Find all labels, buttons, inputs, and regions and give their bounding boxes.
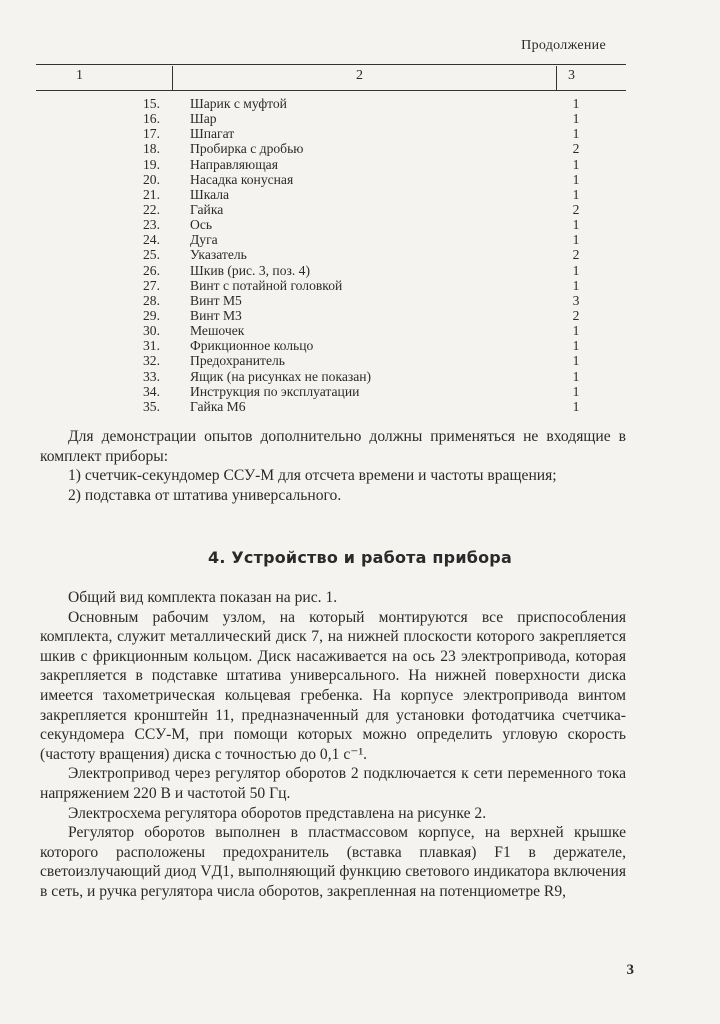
row-name: Шпагат bbox=[190, 126, 235, 142]
row-number: 15. bbox=[143, 96, 160, 111]
row-number: 27. bbox=[143, 277, 160, 293]
body-paragraph: Электропривод через регулятор оборотов 2 подключается к сети переменного тока напряжением 220 В и частотой 50 Гц. bbox=[40, 765, 626, 802]
table-row bbox=[36, 141, 626, 156]
row-name: Насадка конусная bbox=[190, 171, 294, 187]
row-quantity: 1 bbox=[572, 368, 580, 384]
table-row bbox=[36, 369, 626, 384]
row-number: 31. bbox=[143, 338, 160, 354]
row-number: 23. bbox=[143, 217, 160, 233]
additional-devices-intro: Для демонстрации опытов дополнительно должны применяться не входящие в комплект приборы: bbox=[40, 428, 626, 465]
body-paragraph: Основным рабочим узлом, на который монтируются все приспособления комплекта, служит металлический диск 7, на нижней плоскости которого закрепляется шкив с фрикционным кольцом. Диск насаживается на ось 23 электропривода, которая закрепляется в подставке штатива универсального. На нижней поверхности диска имеется тахометрическая кольцевая гребенка. На корпусе электропривода винтом закрепляется кронштейн 11, предназначенный для установки фотодатчика счетчика-секундомера ССУ-М, при помощи которых можно определить угловую скорость (частоту вращения) диска с точностью до 0,1 с⁻¹. bbox=[40, 608, 626, 763]
additional-device-item: 2) подставка от штатива универсального. bbox=[68, 486, 342, 504]
row-number: 18. bbox=[143, 141, 160, 157]
row-quantity: 1 bbox=[572, 398, 580, 414]
section-body bbox=[40, 588, 626, 902]
table-row bbox=[36, 278, 626, 293]
row-quantity: 1 bbox=[572, 171, 580, 187]
row-number: 35. bbox=[143, 398, 160, 414]
row-number: 24. bbox=[143, 232, 160, 248]
row-quantity: 1 bbox=[572, 383, 580, 399]
row-name: Гайка bbox=[190, 201, 224, 217]
row-number: 34. bbox=[143, 383, 160, 399]
column-header-1: 1 bbox=[76, 68, 83, 83]
table-row bbox=[36, 172, 626, 187]
table-row bbox=[36, 126, 626, 141]
row-number: 17. bbox=[143, 126, 160, 142]
row-quantity: 2 bbox=[572, 141, 580, 157]
row-name: Шкив (рис. 3, поз. 4) bbox=[190, 262, 310, 278]
row-number: 30. bbox=[143, 323, 160, 339]
row-name: Направляющая bbox=[190, 156, 278, 172]
row-quantity: 1 bbox=[572, 232, 580, 248]
row-number: 28. bbox=[143, 292, 160, 308]
table-row bbox=[36, 384, 626, 399]
table-row bbox=[36, 157, 626, 172]
row-quantity: 1 bbox=[572, 186, 580, 202]
row-number: 32. bbox=[143, 353, 160, 369]
column-divider bbox=[556, 66, 557, 90]
table-row bbox=[36, 308, 626, 323]
row-number: 25. bbox=[143, 247, 160, 263]
row-quantity: 1 bbox=[572, 262, 580, 278]
additional-devices-block bbox=[40, 427, 626, 505]
table-row bbox=[36, 247, 626, 262]
row-number: 22. bbox=[143, 201, 160, 217]
row-quantity: 2 bbox=[572, 201, 580, 217]
row-number: 29. bbox=[143, 307, 160, 323]
table-row bbox=[36, 232, 626, 247]
row-quantity: 1 bbox=[572, 338, 580, 354]
page-number: 3 bbox=[626, 962, 634, 978]
table-row bbox=[36, 323, 626, 338]
row-quantity: 2 bbox=[572, 247, 580, 263]
table-row bbox=[36, 217, 626, 232]
row-name: Винт с потайной головкой bbox=[190, 277, 343, 293]
row-number: 20. bbox=[143, 171, 160, 187]
table-row bbox=[36, 263, 626, 278]
row-quantity: 2 bbox=[572, 307, 580, 323]
table-row bbox=[36, 202, 626, 217]
body-paragraph: Регулятор оборотов выполнен в пластмассовом корпусе, на верхней крышке которого расположены предохранитель (вставка плавкая) F1 в держателе, светоизлучающий диод VД1, выполняющий функцию светового индикатора включения в сеть, и ручка регулятора числа оборотов, закрепленная на потенциометре R9, bbox=[40, 824, 626, 900]
row-name: Фрикционное кольцо bbox=[190, 338, 314, 354]
row-name: Инструкция по эксплуатации bbox=[190, 383, 360, 399]
row-name: Гайка М6 bbox=[190, 398, 246, 414]
row-name: Ящик (на рисунках не показан) bbox=[190, 368, 372, 384]
row-name: Шар bbox=[190, 111, 217, 127]
column-header-2: 2 bbox=[356, 68, 363, 83]
row-quantity: 1 bbox=[572, 323, 580, 339]
table-row bbox=[36, 96, 626, 111]
section-heading: 4. Устройство и работа прибора bbox=[208, 548, 512, 567]
table-row bbox=[36, 111, 626, 126]
row-name: Предохранитель bbox=[190, 353, 285, 369]
parts-table bbox=[36, 96, 626, 414]
table-top-rule bbox=[36, 64, 626, 65]
row-name: Мешочек bbox=[190, 323, 245, 339]
row-quantity: 1 bbox=[572, 277, 580, 293]
table-row bbox=[36, 399, 626, 414]
row-name: Винт М5 bbox=[190, 292, 242, 308]
additional-device-item: 1) счетчик-секундомер ССУ-М для отсчета времени и частоты вращения; bbox=[68, 467, 557, 485]
row-name: Дуга bbox=[190, 232, 218, 248]
row-name: Шарик с муфтой bbox=[190, 96, 287, 111]
row-quantity: 1 bbox=[572, 217, 580, 233]
row-name: Указатель bbox=[190, 247, 247, 263]
row-quantity: 1 bbox=[572, 111, 580, 127]
row-quantity: 1 bbox=[572, 156, 580, 172]
table-row bbox=[36, 338, 626, 353]
row-name: Ось bbox=[190, 217, 213, 233]
continued-label: Продолжение bbox=[521, 38, 606, 53]
row-number: 19. bbox=[143, 156, 160, 172]
column-divider bbox=[172, 66, 173, 90]
row-name: Пробирка с дробью bbox=[190, 141, 304, 157]
body-paragraph: Общий вид комплекта показан на рис. 1. bbox=[68, 589, 338, 606]
row-quantity: 1 bbox=[572, 353, 580, 369]
row-quantity: 3 bbox=[572, 292, 580, 308]
row-number: 16. bbox=[143, 111, 160, 127]
table-header-rule bbox=[36, 90, 626, 91]
row-name: Винт М3 bbox=[190, 307, 242, 323]
table-row bbox=[36, 187, 626, 202]
row-number: 26. bbox=[143, 262, 160, 278]
column-header-3: 3 bbox=[568, 68, 575, 83]
row-quantity: 1 bbox=[572, 126, 580, 142]
body-paragraph: Электросхема регулятора оборотов представлена на рисунке 2. bbox=[68, 804, 487, 822]
row-quantity: 1 bbox=[572, 96, 580, 111]
row-number: 33. bbox=[143, 368, 160, 384]
row-name: Шкала bbox=[190, 186, 230, 202]
table-row bbox=[36, 293, 626, 308]
row-number: 21. bbox=[143, 186, 160, 202]
table-row bbox=[36, 353, 626, 368]
